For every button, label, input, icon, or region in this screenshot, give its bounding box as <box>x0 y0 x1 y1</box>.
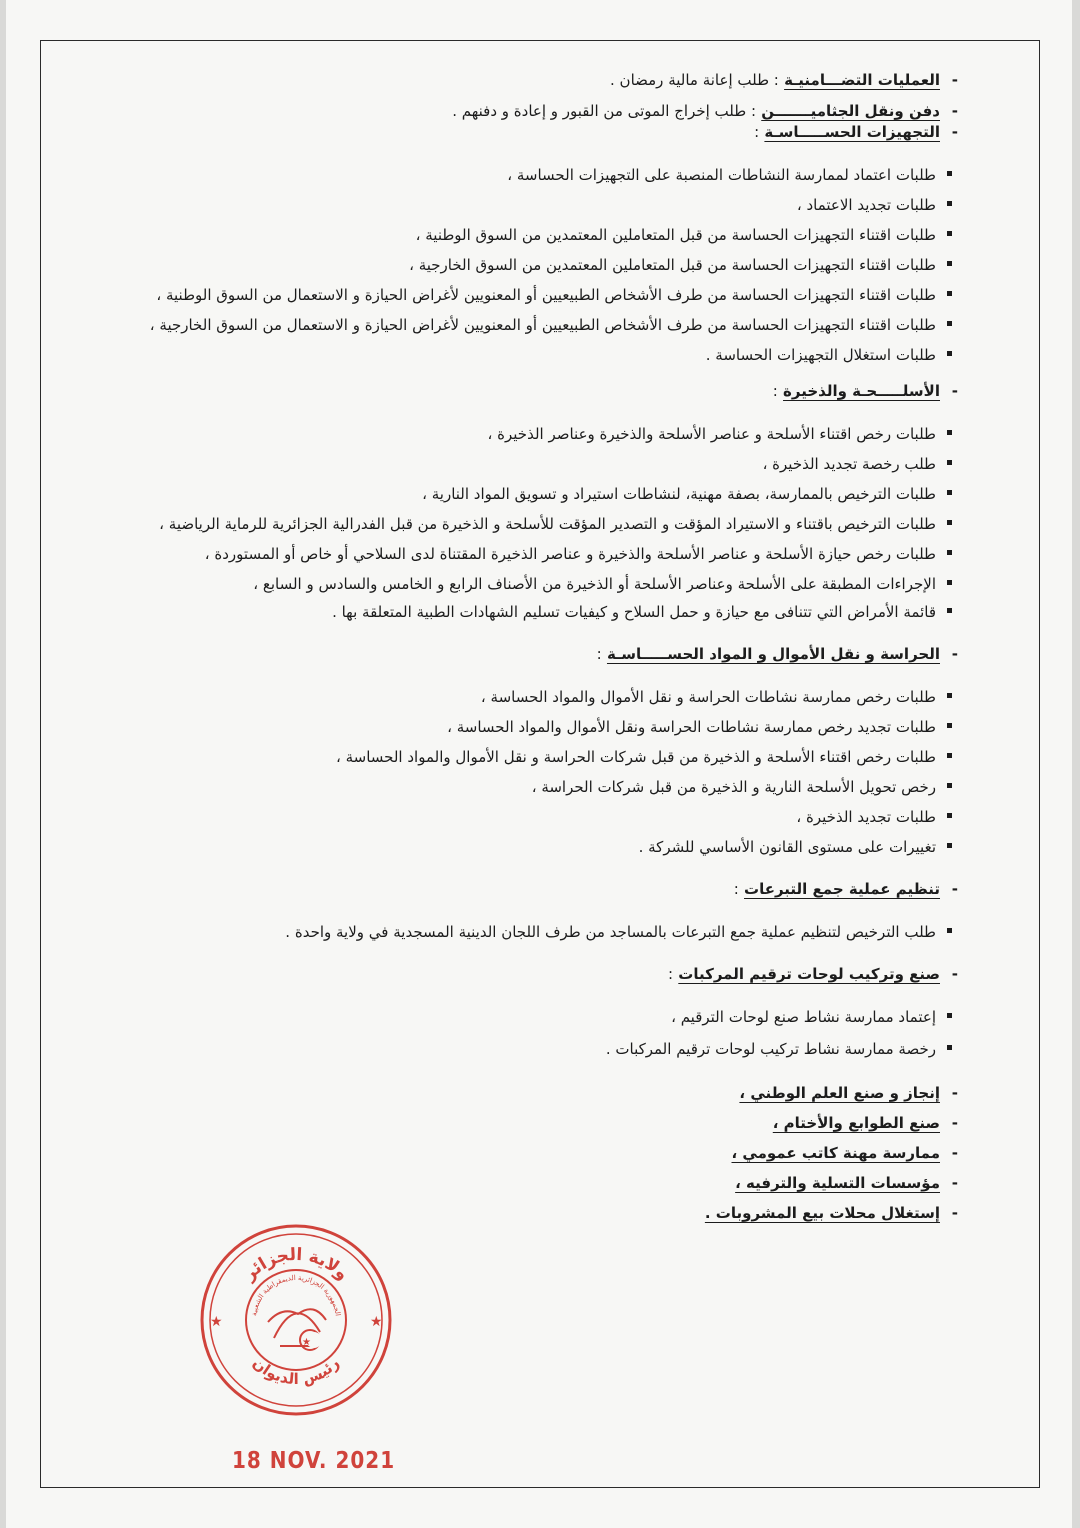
section-heading <box>116 70 958 91</box>
list-item: طلبات الترخيص بالممارسة، بصفة مهنية، لنشاطات استيراد و تسويق المواد النارية ، <box>116 482 958 506</box>
list-item: طلبات اعتماد لممارسة النشاطات المنصبة على التجهيزات الحساسة ، <box>116 163 958 187</box>
list-item: إعتماد ممارسة نشاط صنع لوحات الترقيم ، <box>116 1005 958 1029</box>
tail-heading: - ممارسة مهنة كاتب عمومي ، <box>116 1141 958 1165</box>
section-title: التجهيزات الحســـــاسـة <box>764 123 940 141</box>
document-sheet <box>6 0 1072 1528</box>
list-item: طلبات اقتناء التجهيزات الحساسة من طرف الأشخاص الطبيعيين أو المعنويين لأغراض الحيازة و الاستعمال من السوق الوطنية ، <box>116 283 958 307</box>
list-item: طلبات تجديد الذخيرة ، <box>116 805 958 829</box>
list-item: رخصة ممارسة نشاط تركيب لوحات ترقيم المركبات . <box>116 1037 958 1061</box>
list-item: قائمة الأمراض التي تتنافى مع حيازة و حمل السلاح و كيفيات تسليم الشهادات الطبية المتعلقة بها . <box>116 600 958 624</box>
list-item: طلبات استغلال التجهيزات الحساسة . <box>116 343 958 367</box>
list-item: طلب الترخيص لتنظيم عملية جمع التبرعات بالمساجد من طرف اللجان الدينية المسجدية في ولاية واحدة . <box>116 920 958 944</box>
tail-heading: - صنع الطوابع والأختام ، <box>116 1111 958 1135</box>
stamp-bottom-text: رئيس الديوان <box>249 1353 343 1389</box>
section-title: الحراسة و نقل الأموال و المواد الحســـــاسـة <box>606 645 940 663</box>
stamp-top-text: ولاية الجزائر <box>239 1244 353 1285</box>
section-heading <box>116 644 958 665</box>
section-heading <box>116 964 958 985</box>
section-description: : <box>772 382 778 400</box>
list-item: طلبات تجديد رخص ممارسة نشاطات الحراسة ونقل الأموال والمواد الحساسة ، <box>116 715 958 739</box>
section-title: صنع وتركيب لوحات ترقيم المركبات <box>678 965 940 983</box>
list-item: رخص تحويل الأسلحة النارية و الذخيرة من قبل شركات الحراسة ، <box>116 775 958 799</box>
section-title: الأسلـــــحـة والذخيرة <box>783 382 940 400</box>
list-item: طلبات رخص حيازة الأسلحة و عناصر الأسلحة والذخيرة و عناصر الذخيرة المقتناة لدى السلاحي أو خاص أو المستوردة ، <box>116 542 958 566</box>
tail-heading: - مؤسسات التسلية والترفيه ، <box>116 1171 958 1195</box>
svg-text:رئيس الديوان <box>249 1354 343 1388</box>
section-description: : <box>668 965 674 983</box>
list-item: طلبات رخص اقتناء الأسلحة و عناصر الأسلحة والذخيرة وعناصر الذخيرة ، <box>116 422 958 446</box>
tail-list <box>116 1081 958 1225</box>
section-heading <box>116 122 958 143</box>
item-list <box>116 685 958 859</box>
list-item: طلبات رخص اقتناء الأسلحة و الذخيرة من قبل شركات الحراسة و نقل الأموال والمواد الحساسة ، <box>116 745 958 769</box>
section-description: : طلب إعانة مالية رمضان . <box>610 71 779 89</box>
document-body <box>116 70 958 1225</box>
section-heading <box>116 101 958 122</box>
list-item: تغييرات على مستوى القانون الأساسي للشركة . <box>116 835 958 859</box>
list-item: طلبات اقتناء التجهيزات الحساسة من طرف الأشخاص الطبيعيين أو المعنويين لأغراض الحيازة و الاستعمال من السوق الخارجية ، <box>116 313 958 337</box>
date-stamp: 18 NOV. 2021 <box>232 1446 396 1474</box>
item-list <box>116 1005 958 1061</box>
list-item: طلبات تجديد الاعتماد ، <box>116 193 958 217</box>
list-item: طلبات اقتناء التجهيزات الحساسة من قبل المتعاملين المعتمدين من السوق الخارجية ، <box>116 253 958 277</box>
official-seal-icon <box>198 1222 394 1418</box>
tail-heading: - إستغلال محلات بيع المشروبات . <box>116 1201 958 1225</box>
list-item: الإجراءات المطبقة على الأسلحة وعناصر الأسلحة أو الذخيرة من الأصناف الرابع و الخامس والسادس و السابع ، <box>116 572 958 596</box>
tail-heading: - إنجاز و صنع العلم الوطني ، <box>116 1081 958 1105</box>
item-list <box>116 422 958 624</box>
list-item: طلبات رخص ممارسة نشاطات الحراسة و نقل الأموال والمواد الحساسة ، <box>116 685 958 709</box>
list-item: طلبات اقتناء التجهيزات الحساسة من قبل المتعاملين المعتمدين من السوق الوطنية ، <box>116 223 958 247</box>
svg-text:★: ★ <box>302 1337 311 1348</box>
stamp-inner-text: الجمهورية الجزائرية الديمقراطية الشعبية <box>250 1273 342 1317</box>
section-heading <box>116 879 958 900</box>
svg-text:★: ★ <box>370 1314 383 1330</box>
section-description: : طلب إخراج الموتى من القبور و إعادة و دفنهم . <box>452 102 757 120</box>
section-description: : <box>733 880 739 898</box>
section-heading <box>116 381 958 402</box>
item-list <box>116 920 958 944</box>
section-description: : <box>754 123 760 141</box>
section-description: : <box>596 645 602 663</box>
list-item: طلبات الترخيص باقتناء و الاستيراد المؤقت و التصدير المؤقت للأسلحة و الذخيرة من قبل الفدرالية الجزائرية للرماية الرياضية ، <box>116 512 958 536</box>
section-title: العمليات التضـــامنيـة <box>784 71 940 89</box>
section-title: تنظيم عملية جمع التبرعات <box>744 880 940 898</box>
item-list <box>116 163 958 367</box>
section-title: دفن ونقل الجثاميـــــــن <box>761 102 940 120</box>
svg-text:★: ★ <box>210 1314 223 1330</box>
list-item: طلب رخصة تجديد الذخيرة ، <box>116 452 958 476</box>
